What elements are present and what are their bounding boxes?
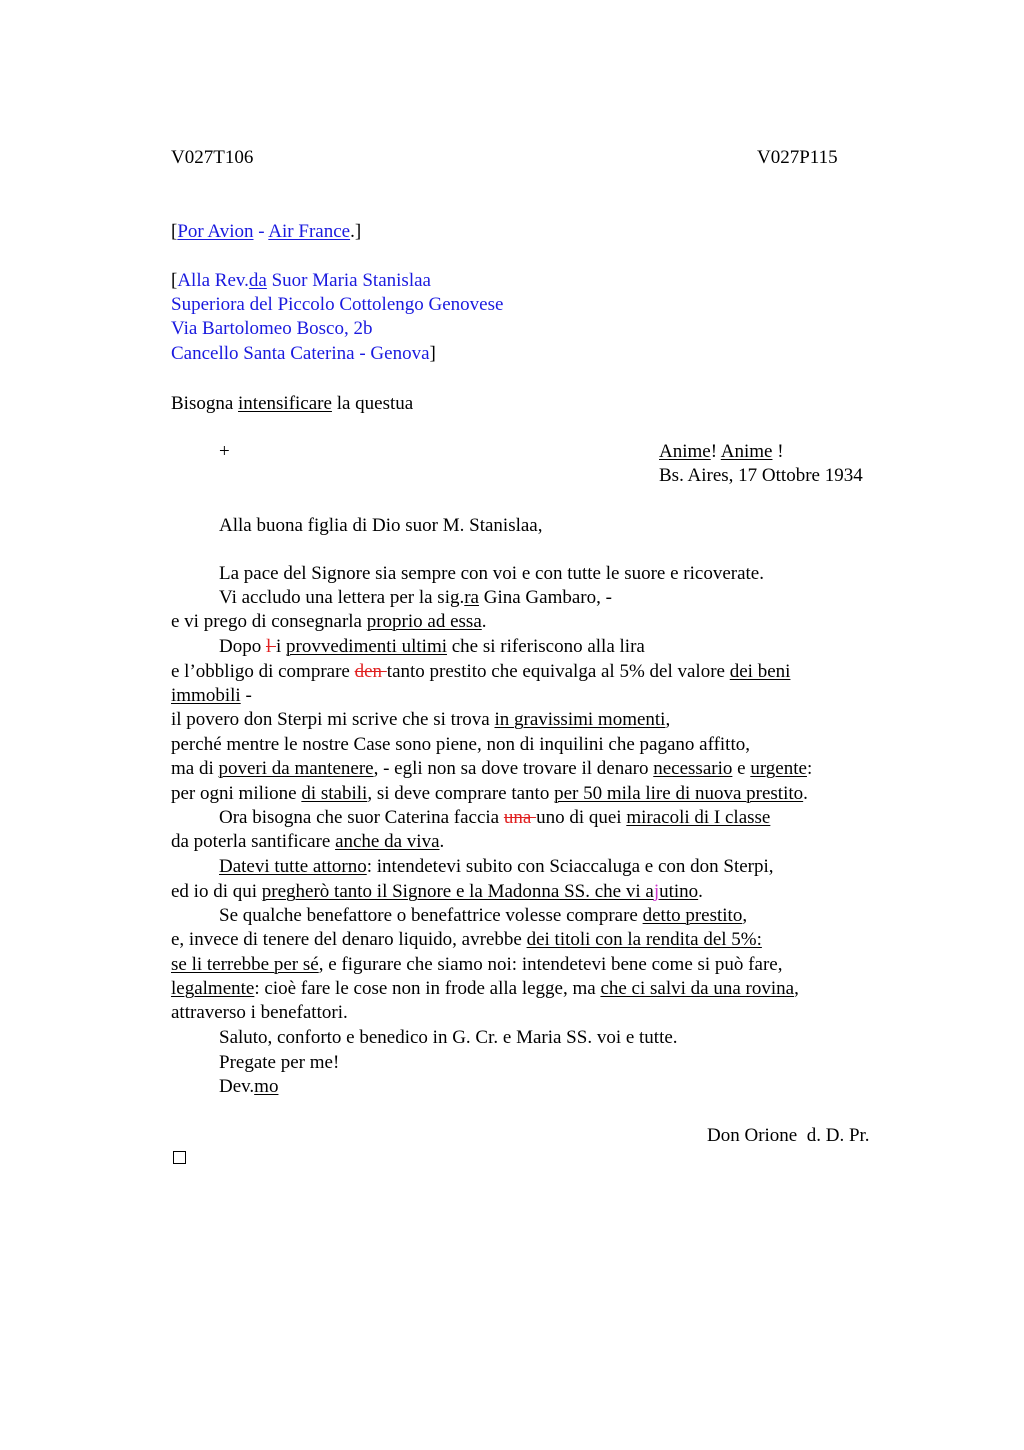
- address-line-2: Superiora del Piccolo Cottolengo Genovese: [171, 294, 504, 315]
- body-line-3: e vi prego di consegnarla proprio ad essa.: [171, 611, 487, 632]
- body-line-13: Datevi tutte attorno: intendetevi subito con Sciaccaluga e con don Sterpi,: [219, 856, 774, 877]
- body-line-16: e, invece di tenere del denaro liquido, avrebbe dei titoli con la rendita del 5%:: [171, 929, 762, 950]
- document-code-right: V027P115: [757, 147, 838, 168]
- body-line-18: legalmente: cioè fare le cose non in frode alla legge, ma che ci salvi da una rovina,: [171, 978, 799, 999]
- deleted-text: den: [354, 661, 387, 682]
- body-line-8: perché mentre le nostre Case sono piene, non di inquilini che pagano affitto,: [171, 734, 750, 755]
- signature: Don Orione d. D. Pr.: [707, 1125, 870, 1146]
- body-line-12: da poterla santificare anche da viva.: [171, 831, 445, 852]
- body-line-11: Ora bisogna che suor Caterina faccia una uno di quei miracoli di I classe: [219, 807, 771, 828]
- corrected-letter: j: [653, 881, 660, 902]
- end-marker-box: [173, 1151, 186, 1164]
- body-line-4: Dopo l i provvedimenti ultimi che si riferiscono alla lira: [219, 636, 645, 657]
- body-line-5: e l’obbligo di comprare den tanto prestito che equivalga al 5% del valore dei beni: [171, 661, 791, 682]
- body-line-1: La pace del Signore sia sempre con voi e con tutte le suore e ricoverate.: [219, 563, 764, 584]
- cross-symbol: +: [219, 441, 230, 462]
- margin-note: Bisogna intensificare la questua: [171, 393, 414, 414]
- body-line-7: il povero don Sterpi mi scrive che si trova in gravissimi momenti,: [171, 709, 671, 730]
- deleted-text: l: [265, 636, 277, 657]
- deleted-text: una: [503, 807, 537, 828]
- address-line-3: Via Bartolomeo Bosco, 2b: [171, 318, 373, 339]
- body-line-14: ed io di qui pregherò tanto il Signore e la Madonna SS. che vi ajutino.: [171, 881, 703, 902]
- salutation: Alla buona figlia di Dio suor M. Stanislaa,: [219, 515, 543, 536]
- closing-devmo: Dev.mo: [219, 1076, 279, 1097]
- place-date: Bs. Aires, 17 Ottobre 1934: [659, 465, 863, 486]
- mail-service-line: [Por Avion - Air France.]: [171, 221, 362, 242]
- body-line-15: Se qualche benefattore o benefattrice volesse comprare detto prestito,: [219, 905, 748, 926]
- body-line-21: Pregate per me!: [219, 1052, 340, 1073]
- por-avion-text: Por Avion: [177, 221, 254, 242]
- invocation: Anime! Anime !: [659, 441, 784, 462]
- body-line-17: se li terrebbe per sé, e figurare che siamo noi: intendetevi bene come si può fare,: [171, 954, 783, 975]
- body-line-6: immobili -: [171, 685, 252, 706]
- body-line-20: Saluto, conforto e benedico in G. Cr. e Maria SS. voi e tutte.: [219, 1027, 678, 1048]
- body-line-10: per ogni milione di stabili, si deve comprare tanto per 50 mila lire di nuova prestito.: [171, 783, 808, 804]
- body-line-9: ma di poveri da mantenere, - egli non sa dove trovare il denaro necessario e urgente:: [171, 758, 813, 779]
- address-line-4: Cancello Santa Caterina - Genova]: [171, 343, 436, 364]
- body-line-2: Vi accludo una lettera per la sig.ra Gina Gambaro, -: [219, 587, 612, 608]
- address-line-1: [Alla Rev.da Suor Maria Stanislaa: [171, 270, 431, 291]
- air-france-text: Air France: [268, 221, 351, 242]
- body-line-19: attraverso i benefattori.: [171, 1002, 348, 1023]
- document-code-left: V027T106: [171, 147, 254, 168]
